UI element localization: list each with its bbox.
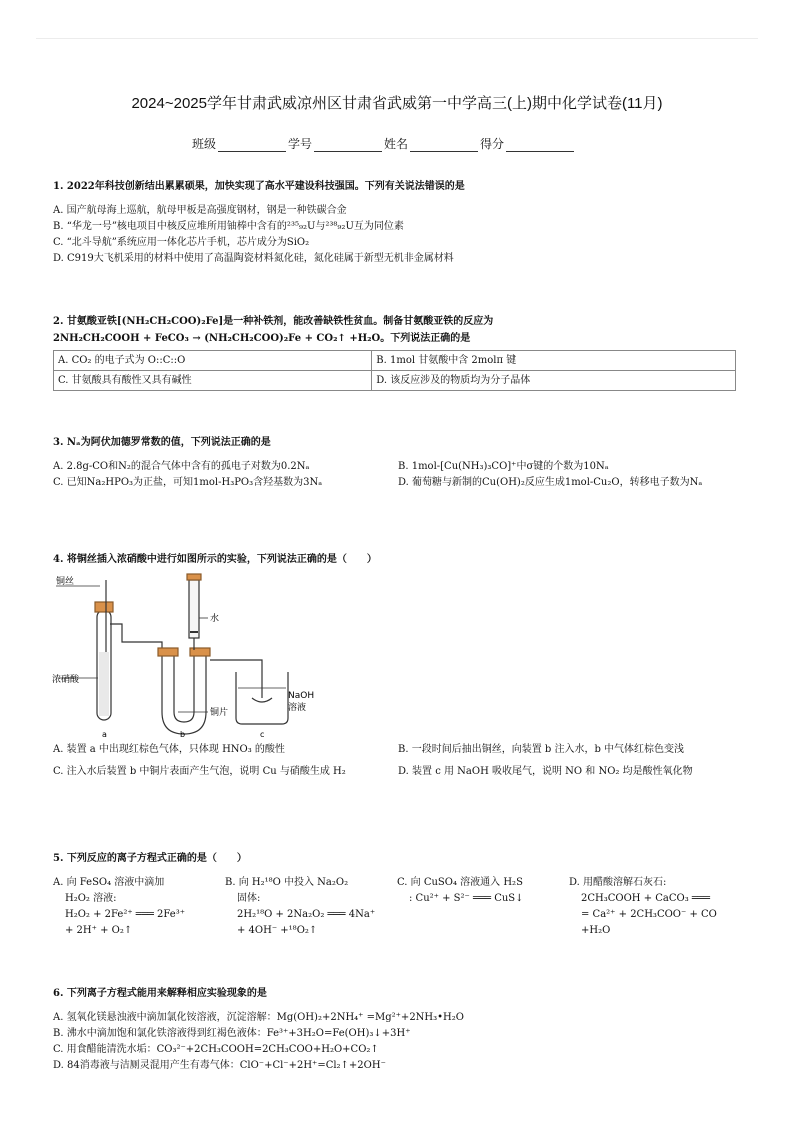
question-5-option-d-line: = Ca²⁺ + 2CH₃COO⁻ + CO xyxy=(581,909,717,920)
question-3-option-c: C. 已知Na₂HPO₃为正盐，可知1mol-H₃PO₃含羟基数为3Nₐ xyxy=(53,477,323,488)
question-2-option-d: D. 该反应涉及的物质均为分子晶体 xyxy=(372,371,736,391)
question-4-option-a: A. 装置 a 中出现红棕色气体，只体现 HNO₃ 的酸性 xyxy=(53,744,285,755)
question-2-options-table xyxy=(53,350,736,391)
question-3 xyxy=(53,434,743,491)
nitric-acid-liquid xyxy=(99,652,109,716)
question-5-option-b-line: 2H₂¹⁸O + 2Na₂O₂ ═══ 4Na⁺ xyxy=(237,909,376,920)
question-6-option-a: A. 氢氧化镁悬浊液中滴加氯化铵溶液，沉淀溶解：Mg(OH)₂+2NH₄⁺ =Mg²⁺+2NH₃•H₂O xyxy=(53,1012,464,1023)
field-number-label: 学号 xyxy=(288,137,313,151)
dropping-funnel xyxy=(189,580,199,638)
label-copper-wire: 铜丝 xyxy=(56,577,75,587)
question-5-option-c-line: C. 向 CuSO₄ 溶液通入 H₂S xyxy=(397,877,523,888)
label-water: 水 xyxy=(210,614,220,624)
question-1 xyxy=(53,178,743,267)
question-1-option-d: D. C919大飞机采用的材料中使用了高温陶瓷材料氮化硅，氮化硅属于新型无机非金属材料 xyxy=(53,253,454,264)
stopper-b-right xyxy=(190,648,210,656)
question-1-option-a: A. 国产航母海上巡航，航母甲板是高强度钢材，钢是一种铁碳合金 xyxy=(53,205,347,216)
question-3-option-b: B. 1mol-[Cu(NH₃)₃CO]⁺中σ键的个数为10Nₐ xyxy=(398,461,609,472)
field-name-label: 姓名 xyxy=(384,137,409,151)
question-5-option-a-line: H₂O₂ 溶液: xyxy=(65,893,117,904)
field-class-label: 班级 xyxy=(192,137,217,151)
question-6-option-d: D. 84消毒液与洁厕灵混用产生有毒气体：ClO⁻+Cl⁻+2H⁺=Cl₂↑+2OH⁻ xyxy=(53,1060,386,1071)
stopper-b-left xyxy=(158,648,178,656)
label-conc-nitric: 浓硝酸 xyxy=(52,675,80,685)
field-name-blank[interactable] xyxy=(410,139,478,152)
question-1-stem: 1. 2022年科技创新结出累累硕果，加快实现了高水平建设科技强国。下列有关说法错误的是 xyxy=(53,181,465,192)
label-a: a xyxy=(102,730,107,739)
field-class-blank[interactable] xyxy=(218,139,286,152)
field-score-blank[interactable] xyxy=(506,139,574,152)
funnel-inverted xyxy=(252,698,272,702)
label-copper-piece: 铜片 xyxy=(210,708,229,718)
question-2-option-a: A. CO₂ 的电子式为 O::C::O xyxy=(54,351,372,371)
label-c: c xyxy=(260,730,265,739)
question-5-option-a-line: A. 向 FeSO₄ 溶液中滴加 xyxy=(53,877,165,888)
question-5-option-c xyxy=(397,875,569,939)
question-5-option-d-line: D. 用醋酸溶解石灰石: xyxy=(569,877,667,888)
question-4-option-d: D. 装置 c 用 NaOH 吸收尾气，说明 NO 和 NO₂ 均是酸性氧化物 xyxy=(398,766,693,777)
question-3-option-d: D. 葡萄糖与新制的Cu(OH)₂反应生成1mol-Cu₂O，转移电子数为Nₐ xyxy=(398,477,703,488)
question-4-option-c: C. 注入水后装置 b 中铜片表面产生气泡，说明 Cu 与硝酸生成 H₂ xyxy=(53,766,346,777)
question-5-option-a-line: + 2H⁺ + O₂↑ xyxy=(65,925,133,936)
question-5-option-d xyxy=(569,875,741,939)
question-6-option-c: C. 用食醋能清洗水垢：CO₃²⁻+2CH₃COOH=2CH₃COO+H₂O+CO₂↑ xyxy=(53,1044,379,1055)
question-4-options xyxy=(53,742,743,780)
label-b: b xyxy=(180,730,186,739)
question-1-option-b: B. “华龙一号”核电项目中核反应堆所用铀棒中含有的²³⁵₉₂U与²³⁸₉₂U互为同位素 xyxy=(53,221,404,232)
question-4-stem: 4. 将铜丝插入浓硝酸中进行如图所示的实验，下列说法正确的是（ ） xyxy=(53,554,377,565)
question-4-option-b: B. 一段时间后抽出铜丝，向装置 b 注入水，b 中气体红棕色变浅 xyxy=(398,744,685,755)
header-rule xyxy=(36,38,758,39)
apparatus-diagram xyxy=(50,572,340,740)
field-score-label: 得分 xyxy=(480,137,505,151)
question-2-stem-line2: 2NH₂CH₂COOH + FeCO₃ → (NH₂CH₂COO)₂Fe + CO₂↑ +H₂O。下列说法正确的是 xyxy=(53,333,471,344)
student-info-fields xyxy=(192,135,576,152)
question-5-option-b-line: + 4OH⁻ +¹⁸O₂↑ xyxy=(237,925,318,936)
question-5-option-a xyxy=(53,875,225,939)
question-5-option-d-line: +H₂O xyxy=(581,925,611,936)
question-2 xyxy=(53,313,743,391)
question-1-option-c: C. “北斗导航”系统应用一体化芯片手机，芯片成分为SiO₂ xyxy=(53,237,310,248)
question-5-stem: 5. 下列反应的离子方程式正确的是（ ） xyxy=(53,853,247,864)
stopper-a xyxy=(95,602,113,612)
question-6-option-b: B. 沸水中滴加饱和氯化铁溶液得到红褐色液体：Fe³⁺+3H₂O=Fe(OH)₃↓+3H⁺ xyxy=(53,1028,411,1039)
question-3-stem: 3. Nₐ为阿伏加德罗常数的值，下列说法正确的是 xyxy=(53,437,271,448)
question-5-option-b-line: 固体: xyxy=(237,893,261,904)
question-3-option-a: A. 2.8g-CO和N₂的混合气体中含有的孤电子对数为0.2Nₐ xyxy=(53,461,310,472)
field-number-blank[interactable] xyxy=(314,139,382,152)
question-2-stem-line1: 2. 甘氨酸亚铁[(NH₂CH₂COO)₂Fe]是一种补铁剂，能改善缺铁性贫血。制备甘氨酸亚铁的反应为 xyxy=(53,316,494,327)
question-5-option-a-line: H₂O₂ + 2Fe²⁺ ═══ 2Fe³⁺ xyxy=(65,909,186,920)
connector-tube-ab xyxy=(110,624,162,654)
funnel-stopper xyxy=(187,574,201,580)
question-5-option-b-line: B. 向 H₂¹⁸O 中投入 Na₂O₂ xyxy=(225,877,349,888)
question-4 xyxy=(53,551,743,568)
question-5-option-b xyxy=(225,875,397,939)
question-2-option-b: B. 1mol 甘氨酸中含 2molπ 键 xyxy=(372,351,736,371)
page-title: 2024~2025学年甘肃武威凉州区甘肃省武威第一中学高三(上)期中化学试卷(11月) xyxy=(131,95,663,112)
question-5-option-d-line: 2CH₃COOH + CaCO₃ ═══ xyxy=(581,893,710,904)
label-solution: 溶液 xyxy=(288,703,307,713)
question-2-option-c: C. 甘氨酸具有酸性又具有碱性 xyxy=(54,371,372,391)
question-5-option-c-line: : Cu²⁺ + S²⁻ ═══ CuS↓ xyxy=(409,893,524,904)
question-6 xyxy=(53,985,743,1074)
label-naoh: NaOH xyxy=(288,691,315,701)
question-5 xyxy=(53,850,743,939)
question-6-stem: 6. 下列离子方程式能用来解释相应实验现象的是 xyxy=(53,988,267,999)
